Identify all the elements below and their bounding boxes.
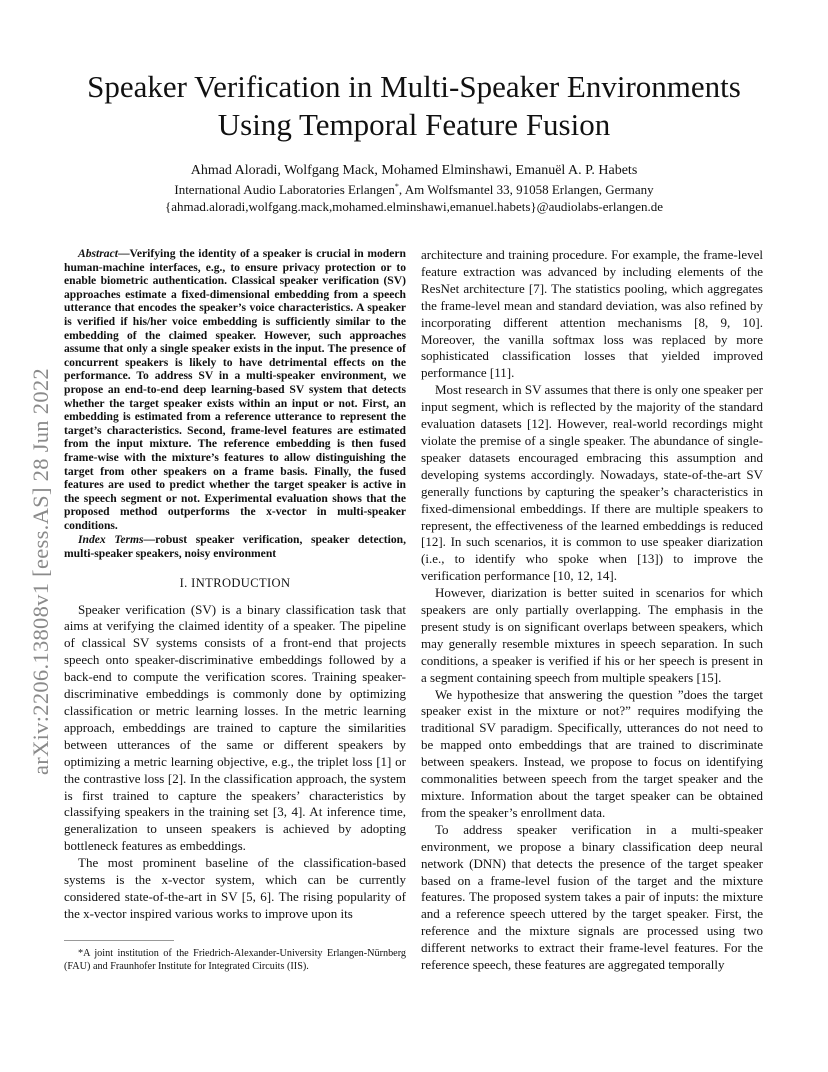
right-paragraph-4: We hypothesize that answering the question ”does the target speaker exist in the mixture or not?” requires modifying the traditional SV paradigm. Specifically, utterances do not need to be mapped onto embeddings that are trained to discriminate between speakers. Instead, we propose to focus on identifying commonalities between speech from the target speaker and the mixture. Information about the target speaker can be obtained from the speaker’s enrollment data.	[421, 686, 763, 820]
arxiv-identifier: arXiv:2206.13808v1 [eess.AS] 28 Jun 2022	[28, 368, 53, 775]
index-terms	[64, 533, 406, 560]
title-line-1: Speaker Verification in Multi-Speaker Environments	[87, 69, 741, 104]
index-terms-label: Index Terms	[78, 533, 144, 547]
footnote-divider	[64, 940, 174, 941]
right-paragraph-1: architecture and training procedure. For example, the frame-level feature extraction was advanced by including elements of the ResNet architecture [7]. The statistics pooling, which aggregates the frame-level mean and standard deviation, was also refined by incorporating different attention mechanisms [8, 9, 10]. Moreover, the vanilla softmax loss was replaced by more sophisticated classification losses that yielded improved performance [11].	[421, 247, 763, 381]
footnote: *A joint institution of the Friedrich-Alexander-University Erlangen-Nürnberg (FAU) and Fraunhofer Institute for Integrated Circuits (IIS).	[64, 948, 406, 973]
affiliation-address: , Am Wolfsmantel 33, 91058 Erlangen, Germany	[398, 182, 654, 197]
right-paragraph-5: To address speaker verification in a multi-speaker environment, we propose a binary classification deep neural network (DNN) that detects the presence of the target speaker based on a frame-level fusion of the target and the mixture features. The proposed system takes a pair of inputs: the mixture and a reference speech uttered by the target speaker. First, the reference and the mixture signals are processed using two different networks to extract their frame-level features. For the reference speech, these features are aggregated temporally	[421, 821, 763, 973]
title-line-2: Using Temporal Feature Fusion	[217, 107, 611, 142]
right-paragraph-2: Most research in SV assumes that there is only one speaker per input segment, which is reflected by the majority of the standard evaluation datasets [12]. However, real-world recordings might violate the premise of a single speaker. The abundance of single-speaker datasets encouraged embracing this assumption and developing systems accordingly. Nowadays, state-of-the-art SV generally functions by capturing the speaker’s characteristics in fixed-dimensional embeddings. If there are multiple speakers to represent, the effectiveness of the learned embeddings is reduced [12]. In such scenarios, it is common to use speaker diarization (i.e., to identify who spoke when [13]) to improve the verification performance [10, 12, 14].	[421, 382, 763, 584]
left-paragraph-1: Speaker verification (SV) is a binary classification task that aims at verifying the claimed identity of a speaker. The pipeline of classical SV systems consists of a front-end that projects speech onto speaker-discriminative embeddings followed by a back-end to compute the verification scores. Training speaker-discriminative embeddings is commonly done by optimizing classification or metric learning losses. In the metric learning approach, embeddings are trained to capture the similarities between utterances of the same or different speakers by optimizing a metric learning objective, e.g., the triplet loss [1] or the contrastive loss [2]. In the classification approach, the system is first trained to capture the speakers’ characteristics by classifying speakers in the training set [3, 4]. At inference time, generalization to unseen speakers is achieved by adopting bottleneck features as embeddings.	[64, 601, 406, 854]
author-emails: {ahmad.aloradi,wolfgang.mack,mohamed.elminshawi,emanuel.habets}@audiolabs-erlangen.de	[164, 199, 664, 214]
right-paragraph-3: However, diarization is better suited in scenarios for which speakers are only partially overlapping. The emphasis in the present study is on significant overlaps between speakers, which may generally resemble mixtures in speech separation. In such conditions, a speaker is verified if his or her speech is present in a segment containing speech from multiple speakers [15].	[421, 585, 763, 685]
index-terms-text: —robust speaker verification, speaker detection, multi-speaker speakers, noisy environment	[64, 533, 406, 561]
section-heading-introduction: I. INTRODUCTION	[179, 575, 291, 590]
paper-title	[40, 68, 788, 144]
right-column	[421, 247, 763, 974]
left-column	[64, 247, 406, 923]
abstract-label: Abstract	[78, 247, 118, 260]
author-list: Ahmad Aloradi, Wolfgang Mack, Mohamed Elminshawi, Emanuël A. P. Habets	[190, 163, 638, 178]
abstract	[64, 247, 406, 532]
affiliation-name: International Audio Laboratories Erlangen	[174, 182, 395, 197]
footnote-marker: *	[394, 182, 399, 191]
left-paragraph-2: The most prominent baseline of the classification-based systems is the x-vector system, which can be currently considered state-of-the-art in SV [5, 6]. The rising popularity of the x-vector inspired various works to improve upon its	[64, 855, 406, 921]
affiliation	[40, 181, 788, 198]
abstract-text: —Verifying the identity of a speaker is crucial in modern human-machine interfaces, e.g., to ensure privacy protection or to enable biometric authentication. Classical speaker verification (SV) approaches estimate a fixed-dimensional embedding from a speech utterance that encodes the speaker’s voice characteristics. A speaker is verified if his/her voice embedding is sufficiently similar to the embedding of the claimed speaker. However, such approaches assume that only a single speaker exists in the input. The presence of concurrent speakers is likely to have detrimental effects on the performance. To address SV in a multi-speaker environment, we propose an end-to-end deep learning-based SV system that detects whether the target speaker exists within an input or not. First, an embedding is estimated from a reference utterance to represent the target’s characteristics. Second, frame-level features are estimated from the input mixture. The reference embedding is then fused frame-wise with the mixture’s features to allow distinguishing the target from other speakers on a frame basis. Finally, the fused features are used to predict whether the target speaker is active in the speech segment or not. Experimental evaluation shows that the proposed method outperforms the x-vector in multi-speaker conditions.	[64, 247, 406, 532]
